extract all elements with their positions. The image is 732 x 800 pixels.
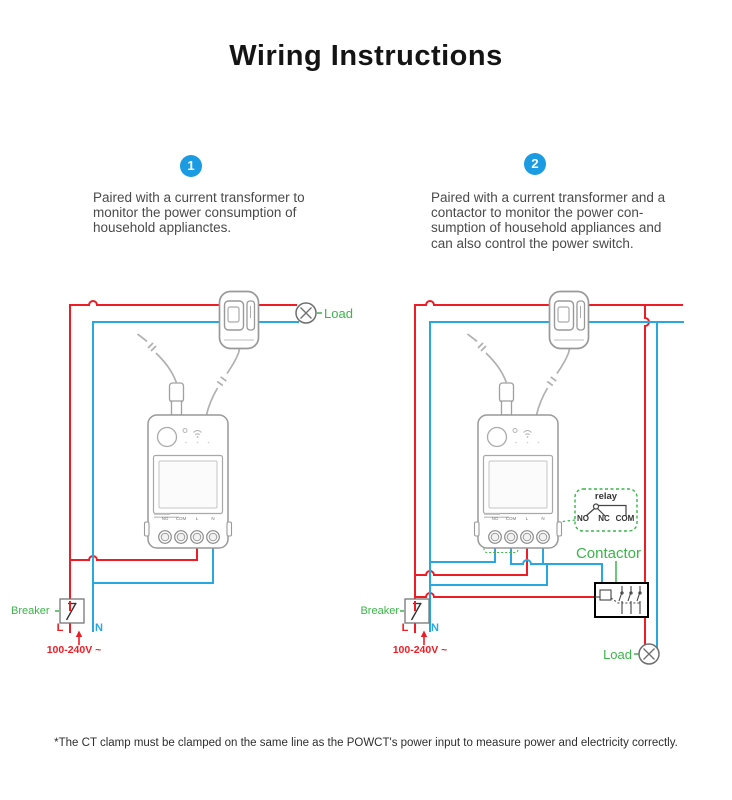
ct-clamp-1 (220, 292, 259, 349)
neutral-label-1: N (95, 622, 103, 634)
step-1-line-2: monitor the power consumption of (93, 205, 297, 221)
terminal-label-l-2: L (525, 515, 529, 521)
terminal-label-n-2: N (541, 515, 545, 521)
powct-device-1 (145, 415, 232, 548)
breaker-symbol-2 (405, 599, 429, 623)
step-1-line-3: household applianctes. (93, 220, 232, 236)
powct-device-2 (475, 415, 562, 548)
terminal-label-n-1: N (211, 515, 215, 521)
line-label-2: L (401, 622, 409, 634)
step-1-badge: 1 (180, 155, 202, 177)
step-2-line-1: Paired with a current transformer and a (431, 190, 666, 205)
voltage-arrow-2 (421, 631, 427, 646)
neutral-label-2: N (431, 622, 439, 634)
line-label-1: L (56, 622, 64, 634)
step-1-line-1: Paired with a current transformer to (93, 190, 305, 205)
relay-no-label: NO (577, 514, 589, 523)
step-2-line-3: sumption of household appliances and (431, 220, 662, 236)
ct-clamp-2 (550, 292, 589, 349)
terminal-label-no-1: NO (161, 515, 169, 521)
load-label-2: Load (603, 647, 632, 662)
step-2-line-2: contactor to monitor the power con- (431, 205, 644, 221)
step-2-line-4: can also control the power switch. (431, 235, 634, 251)
ct-clamp-footnote: *The CT clamp must be clamped on the same line as the POWCT's power input to measure power and electricity correctly. (54, 737, 678, 749)
page-title: Wiring Instructions (229, 40, 503, 72)
breaker-label-2: Breaker (360, 605, 399, 617)
contactor-box (595, 583, 648, 617)
load-lamp-1 (296, 303, 316, 323)
voltage-label-2: 100-240V ~ (392, 644, 448, 656)
terminal-label-no-2: NO (491, 515, 499, 521)
breaker-label-1: Breaker (11, 605, 50, 617)
terminal-label-l-1: L (195, 515, 199, 521)
relay-nc-label: NC (598, 514, 610, 523)
load-lamp-2 (639, 644, 659, 664)
voltage-arrow-1 (76, 631, 82, 646)
terminal-label-com-2: COM (505, 515, 517, 521)
relay-label: relay (594, 490, 618, 502)
relay-com-label: COM (615, 514, 635, 523)
load-label-1: Load (324, 306, 353, 321)
step-2-badge: 2 (524, 153, 546, 175)
contactor-label: Contactor (575, 545, 642, 562)
voltage-label-1: 100-240V ~ (46, 644, 102, 656)
breaker-symbol-1 (60, 599, 84, 623)
terminal-label-com-1: COM (175, 515, 187, 521)
